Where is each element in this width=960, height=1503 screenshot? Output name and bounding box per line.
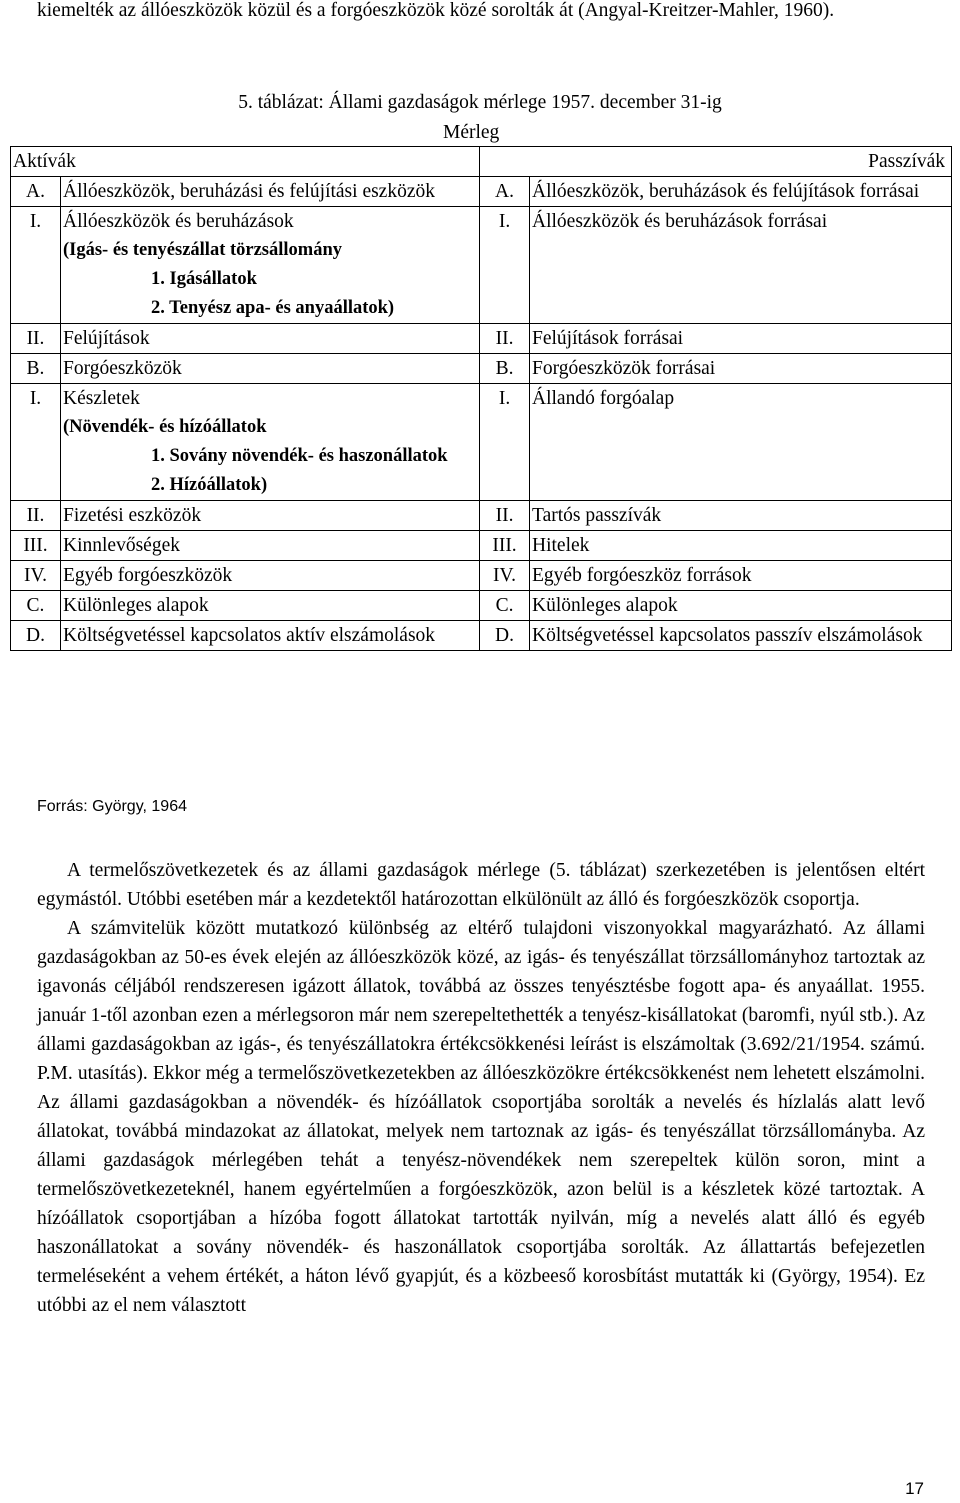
left-item-label: Állóeszközök és beruházások bbox=[63, 211, 294, 232]
right-item: Különleges alapok bbox=[530, 591, 952, 621]
left-number: I. bbox=[11, 384, 61, 501]
left-item: Költségvetéssel kapcsolatos aktív elszámolások bbox=[61, 621, 480, 651]
right-number: III. bbox=[480, 531, 530, 561]
left-item: Különleges alapok bbox=[61, 591, 480, 621]
right-item: Egyéb forgóeszköz források bbox=[530, 561, 952, 591]
table-row bbox=[11, 207, 952, 324]
left-number: II. bbox=[11, 324, 61, 354]
left-item-label: Készletek bbox=[63, 388, 140, 409]
table-row bbox=[11, 621, 952, 651]
merleg-heading: Mérleg bbox=[443, 122, 500, 143]
left-subitem: 1. Sovány növendék- és haszonállatok bbox=[151, 446, 448, 466]
balance-sheet-table bbox=[10, 146, 952, 651]
intro-text: kiemelték az állóeszközök közül és a forgóeszközök közé sorolták át (Angyal-Kreitzer-Mahler, 1960). bbox=[37, 0, 835, 21]
right-item: Hitelek bbox=[530, 531, 952, 561]
page-number: 17 bbox=[905, 1479, 924, 1498]
right-number: I. bbox=[480, 384, 530, 501]
paragraph: A termelőszövetkezetek és az állami gazdaságok mérlege (5. táblázat) szerkezetében is jelentősen eltért egymástól. Utóbbi esetében már a kezdetektől határozottan elkülönült az álló és forgóeszközök csoportja. bbox=[37, 860, 925, 910]
left-item: Egyéb forgóeszközök bbox=[61, 561, 480, 591]
left-item bbox=[61, 207, 480, 324]
table-row bbox=[11, 531, 952, 561]
left-number: C. bbox=[11, 591, 61, 621]
right-item: Állóeszközök, beruházások és felújítások forrásai bbox=[530, 177, 952, 207]
right-number: IV. bbox=[480, 561, 530, 591]
left-number: III. bbox=[11, 531, 61, 561]
right-item: Tartós passzívák bbox=[530, 501, 952, 531]
header-row bbox=[11, 147, 952, 177]
right-number: II. bbox=[480, 501, 530, 531]
left-number: I. bbox=[11, 207, 61, 324]
table-row bbox=[11, 561, 952, 591]
left-item: Fizetési eszközök bbox=[61, 501, 480, 531]
left-item: Felújítások bbox=[61, 324, 480, 354]
paragraph: A számvitelük között mutatkozó különbség az eltérő tulajdoni viszonyokkal magyarázható. Az állami gazdaságokban az 50-es évek elején az állóeszközök közé, az igás- és tenyészállat törzsállományhoz tartoztak az igavonás céljából rendszeresen igázott állatok, továbbá az összes tenyésztésbe fogott apa- és anyaállat. 1955. január 1-től azonban ezen a mérlegsoron már nem szerepeltethették a tenyész-kisállatokat (baromfi, nyúl stb.). Az állami gazdaságokban az igás-, és tenyészállatokra értékcsökkenési leírást is elszámoltak (3.692/21/1954. számú. P.M. utasítás). Ekkor még a termelőszövetkezetekben az állóeszközökre értékcsökkenést nem lehetett elszámolni. Az állami gazdaságokban a növendék- és hízóállatok csoportjába sorolták a nevelés és hízlalás alatt levő állatokat, továbbá mindazokat az állatokat, melyek nem tartoznak az igás- és tenyészállat törzsállományba. Az állami gazdaságok mérlegében tehát a tenyész-növendékek nem szerepeltek külön soron, mint a termelőszövetkezeteknél, hanem egyértelműen a forgóeszközök, azon belül is a készletek közé tartoztak. A hízóállatok csoportjában a hízóba fogott állatokat tartották nyilván, míg a nevelés alatt álló és egyéb haszonállatokat a sovány növendék- és haszonállatok csoportjába sorolták. Az állattartás befejezetlen termeléseként a vehem értékét, a háton lévő gyapjút, és a közbeeső korosbítást mutatták ki (György, 1954). Ez utóbbi az el nem választott bbox=[37, 918, 925, 1316]
left-item: Kinnlevőségek bbox=[61, 531, 480, 561]
aktivak-header: Aktívák bbox=[11, 147, 480, 177]
left-subitem: 2. Tenyész apa- és anyaállatok) bbox=[151, 298, 395, 318]
passzivak-header: Passzívák bbox=[480, 147, 952, 177]
table-caption: 5. táblázat: Állami gazdaságok mérlege 1957. december 31-ig bbox=[238, 92, 722, 113]
right-number: A. bbox=[480, 177, 530, 207]
left-number: A. bbox=[11, 177, 61, 207]
table-row bbox=[11, 501, 952, 531]
right-item: Felújítások forrásai bbox=[530, 324, 952, 354]
left-subitem: 1. Igásállatok bbox=[151, 269, 257, 289]
table-row bbox=[11, 177, 952, 207]
left-subitem: 2. Hízóállatok) bbox=[151, 475, 268, 495]
table-row bbox=[11, 591, 952, 621]
right-item: Állandó forgóalap bbox=[530, 384, 952, 501]
left-subitem: (Igás- és tenyészállat törzsállomány bbox=[63, 240, 342, 260]
right-number: II. bbox=[480, 324, 530, 354]
left-number: II. bbox=[11, 501, 61, 531]
table-row bbox=[11, 354, 952, 384]
right-item: Forgóeszközök forrásai bbox=[530, 354, 952, 384]
table-source: Forrás: György, 1964 bbox=[37, 798, 187, 815]
right-number: D. bbox=[480, 621, 530, 651]
table-row bbox=[11, 384, 952, 501]
right-number: C. bbox=[480, 591, 530, 621]
right-item: Költségvetéssel kapcsolatos passzív elszámolások bbox=[530, 621, 952, 651]
left-item: Forgóeszközök bbox=[61, 354, 480, 384]
left-subitem: (Növendék- és hízóállatok bbox=[63, 417, 267, 437]
left-number: D. bbox=[11, 621, 61, 651]
table-row bbox=[11, 324, 952, 354]
right-item: Állóeszközök és beruházások forrásai bbox=[530, 207, 952, 324]
right-number: I. bbox=[480, 207, 530, 324]
body-text bbox=[37, 856, 925, 1320]
left-number: B. bbox=[11, 354, 61, 384]
left-item: Állóeszközök, beruházási és felújítási eszközök bbox=[61, 177, 480, 207]
left-item bbox=[61, 384, 480, 501]
left-number: IV. bbox=[11, 561, 61, 591]
right-number: B. bbox=[480, 354, 530, 384]
